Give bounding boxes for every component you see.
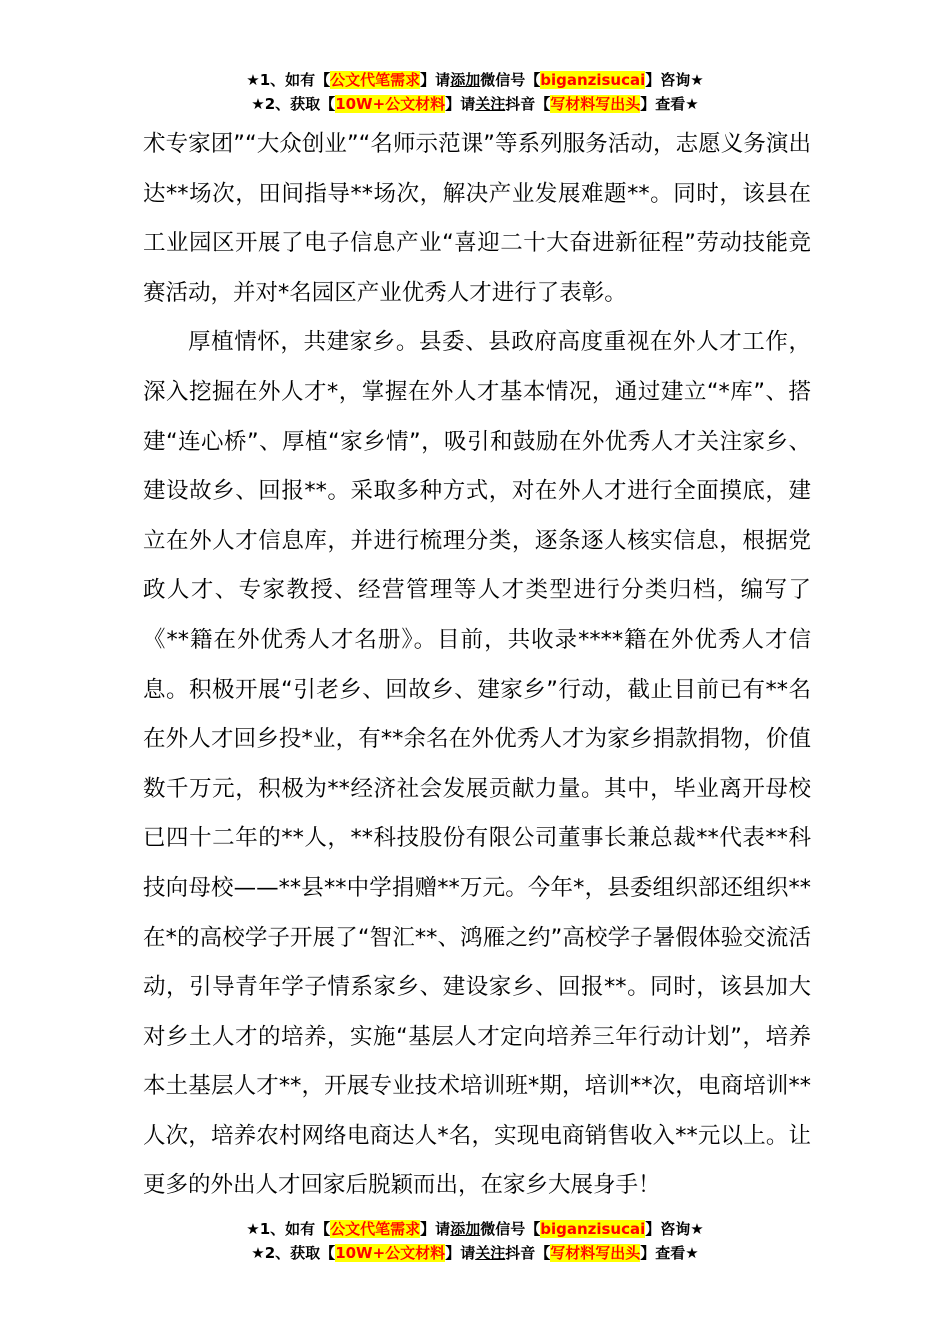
banner-text: 】咨询★ [645, 71, 704, 89]
banner-text: 】请 [420, 71, 451, 89]
banner-text: 微信号【 [480, 1220, 541, 1238]
highlight-douyin-account: 写材料写出头 [550, 95, 641, 113]
highlight-service: 公文代笔需求 [330, 71, 421, 89]
highlight-materials: 10W+公文材料 [335, 95, 446, 113]
underlined-text: 关注 [475, 95, 506, 113]
banner-text: 微信号【 [480, 71, 541, 89]
underlined-text: 添加 [450, 71, 481, 89]
banner-text: 抖音【 [505, 1244, 551, 1262]
banner-line-1 [0, 68, 950, 92]
banner-line-2 [0, 1241, 950, 1265]
highlight-wechat-id: biganzisucai [540, 1220, 646, 1238]
underlined-text: 关注 [475, 1244, 506, 1262]
banner-text: 抖音【 [505, 95, 551, 113]
banner-text: 】咨询★ [645, 1220, 704, 1238]
highlight-douyin-account: 写材料写出头 [550, 1244, 641, 1262]
banner-line-1 [0, 1217, 950, 1241]
highlight-service: 公文代笔需求 [330, 1220, 421, 1238]
banner-text: 】请 [445, 95, 476, 113]
banner-text: ★1、如有【 [246, 1220, 331, 1238]
banner-text: ★2、获取【 [251, 1244, 336, 1262]
footer-banner [0, 1217, 950, 1265]
document-body [143, 120, 811, 1211]
underlined-text: 添加 [450, 1220, 481, 1238]
banner-text: ★1、如有【 [246, 71, 331, 89]
highlight-wechat-id: biganzisucai [540, 71, 646, 89]
banner-text: ★2、获取【 [251, 95, 336, 113]
banner-text: 】请 [420, 1220, 451, 1238]
paragraph-continued: 术专家团”“大众创业”“名师示范课”等系列服务活动，志愿义务演出达**场次，田间指导**场次，解决产业发展难题**。同时，该县在工业园区开展了电子信息产业“喜迎二十大奋进新征程”劳动技能竞赛活动，并对*名园区产业优秀人才进行了表彰。 [143, 131, 811, 306]
banner-text: 】查看★ [640, 1244, 699, 1262]
paragraph-hometown-talent: 厚植情怀，共建家乡。县委、县政府高度重视在外人才工作，深入挖掘在外人才*，掌握在外人才基本情况，通过建立“*库”、搭建“连心桥”、厚植“家乡情”，吸引和鼓励在外优秀人才关注家乡、建设故乡、回报**。采取多种方式，对在外人才进行全面摸底，建立在外人才信息库，并进行梳理分类，逐条逐人核实信息，根据党政人才、专家教授、经营管理等人才类型进行分类归档，编写了《**籍在外优秀人才名册》。目前，共收录****籍在外优秀人才信息。积极开展“引老乡、回故乡、建家乡”行动，截止目前已有**名在外人才回乡投*业，有**余名在外优秀人才为家乡捐款捐物，价值数千万元，积极为**经济社会发展贡献力量。其中，毕业离开母校已四十二年的**人，**科技股份有限公司董事长兼总裁**代表**科技向母校——**县**中学捐赠**万元。今年*，县委组织部还组织**在*的高校学子开展了“智汇**、鸿雁之约”高校学子暑假体验交流活动，引导青年学子情系家乡、建设家乡、回报**。同时，该县加大对乡土人才的培养，实施“基层人才定向培养三年行动计划”，培养本土基层人才**，开展专业技术培训班*期，培训**次，电商培训**人次，培养农村网络电商达人*名，实现电商销售收入**元以上。让更多的外出人才回家后脱颖而出，在家乡大展身手！ [143, 329, 811, 1199]
banner-text: 】查看★ [640, 95, 699, 113]
highlight-materials: 10W+公文材料 [335, 1244, 446, 1262]
banner-text: 】请 [445, 1244, 476, 1262]
header-banner [0, 68, 950, 116]
banner-line-2 [0, 92, 950, 116]
